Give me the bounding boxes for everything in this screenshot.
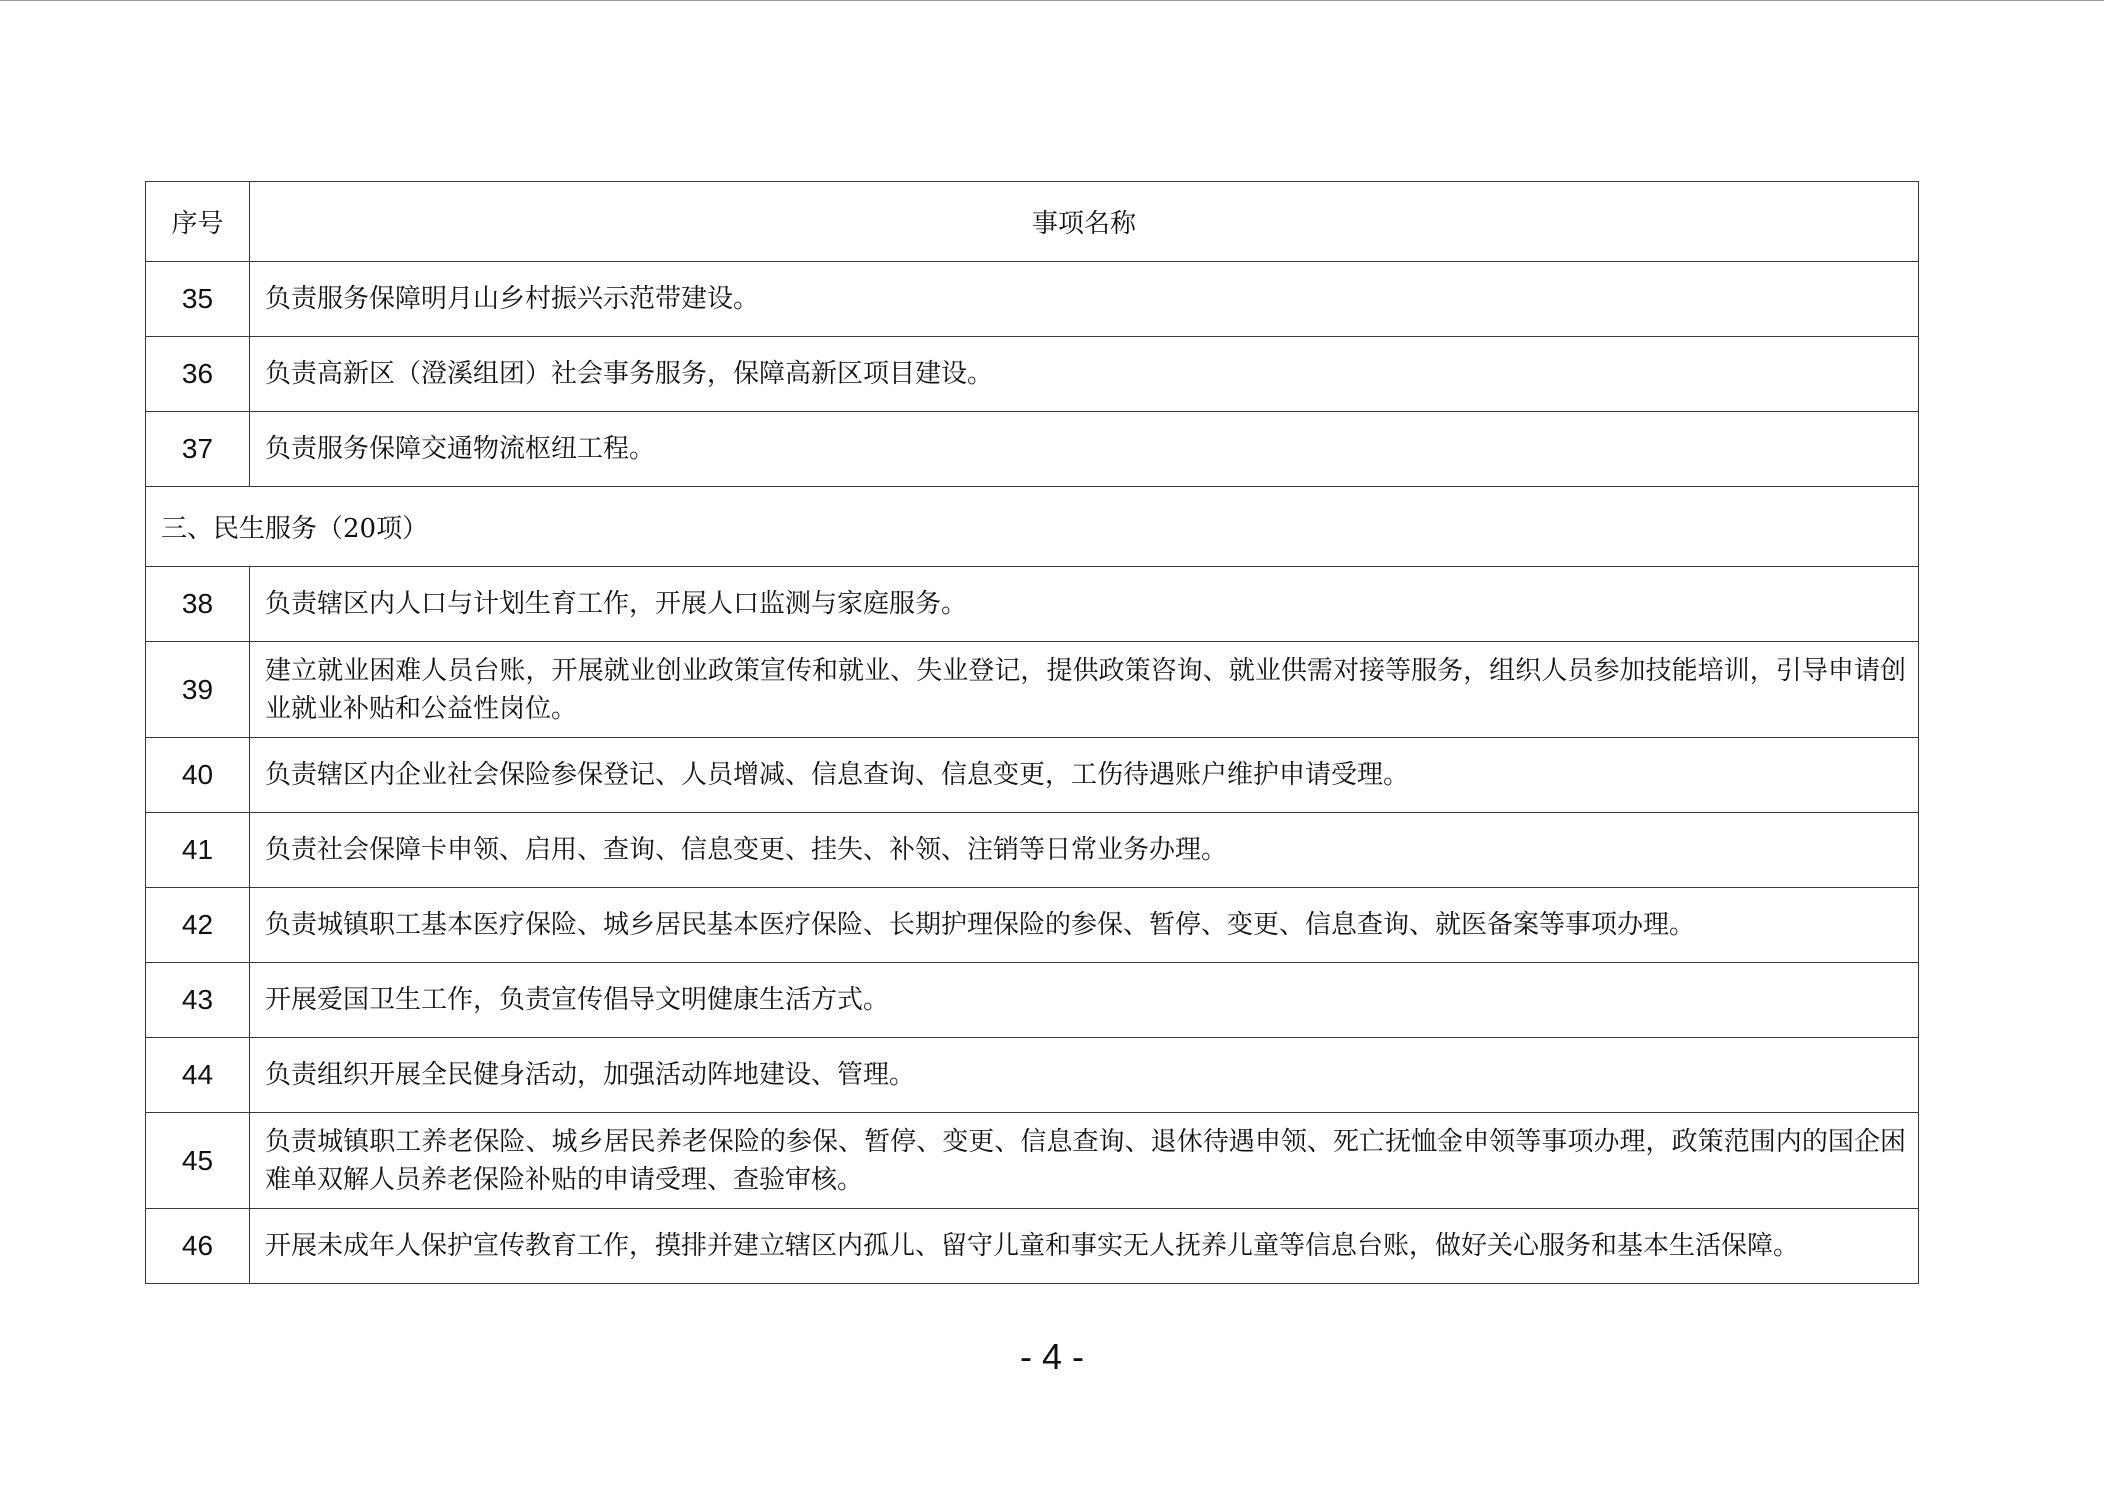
row-item-name: 负责社会保障卡申领、启用、查询、信息变更、挂失、补领、注销等日常业务办理。 [250,813,1919,888]
table-header-row [146,182,1919,262]
row-item-name: 开展爱国卫生工作，负责宣传倡导文明健康生活方式。 [250,963,1919,1038]
row-item-name: 负责服务保障交通物流枢纽工程。 [250,412,1919,487]
table-row [146,813,1919,888]
table-row [146,888,1919,963]
row-number: 41 [146,813,250,888]
table-row [146,1209,1919,1284]
row-number: 39 [146,642,250,738]
document-table-container [145,181,1918,1284]
row-number: 40 [146,738,250,813]
row-item-name: 负责组织开展全民健身活动，加强活动阵地建设、管理。 [250,1038,1919,1113]
top-border-line [0,0,2104,1]
row-number: 43 [146,963,250,1038]
row-number: 44 [146,1038,250,1113]
table-row [146,738,1919,813]
row-item-name: 负责辖区内人口与计划生育工作，开展人口监测与家庭服务。 [250,567,1919,642]
table-row [146,412,1919,487]
header-item-name: 事项名称 [250,182,1919,262]
table-row [146,567,1919,642]
table-row [146,1113,1919,1209]
row-number: 46 [146,1209,250,1284]
header-serial-number: 序号 [146,182,250,262]
row-item-name: 建立就业困难人员台账，开展就业创业政策宣传和就业、失业登记，提供政策咨询、就业供需对接等服务，组织人员参加技能培训，引导申请创业就业补贴和公益性岗位。 [250,642,1919,738]
table-row [146,337,1919,412]
row-item-name: 负责城镇职工养老保险、城乡居民养老保险的参保、暂停、变更、信息查询、退休待遇申领、死亡抚恤金申领等事项办理，政策范围内的国企困难单双解人员养老保险补贴的申请受理、查验审核。 [250,1113,1919,1209]
table-row [146,1038,1919,1113]
table-row [146,642,1919,738]
table-row [146,963,1919,1038]
row-number: 35 [146,262,250,337]
row-item-name: 负责辖区内企业社会保险参保登记、人员增减、信息查询、信息变更，工伤待遇账户维护申请受理。 [250,738,1919,813]
row-number: 45 [146,1113,250,1209]
page-number: - 4 - [1019,1336,1084,1377]
row-item-name: 负责服务保障明月山乡村振兴示范带建设。 [250,262,1919,337]
row-item-name: 负责高新区（澄溪组团）社会事务服务，保障高新区项目建设。 [250,337,1919,412]
row-number: 37 [146,412,250,487]
row-number: 42 [146,888,250,963]
section-heading-row [146,487,1919,567]
table-row [146,262,1919,337]
row-number: 38 [146,567,250,642]
row-number: 36 [146,337,250,412]
row-item-name: 负责城镇职工基本医疗保险、城乡居民基本医疗保险、长期护理保险的参保、暂停、变更、信息查询、就医备案等事项办理。 [250,888,1919,963]
service-items-table [145,181,1919,1284]
row-item-name: 开展未成年人保护宣传教育工作，摸排并建立辖区内孤儿、留守儿童和事实无人抚养儿童等信息台账，做好关心服务和基本生活保障。 [250,1209,1919,1284]
section-heading: 三、民生服务（20项） [146,487,1919,567]
